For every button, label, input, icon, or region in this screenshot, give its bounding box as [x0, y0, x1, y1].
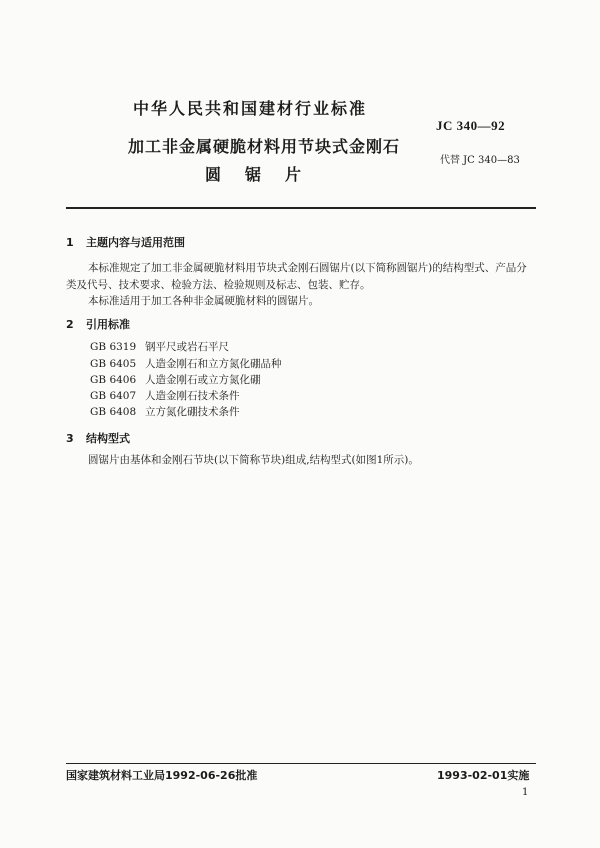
reference-item [90, 339, 229, 354]
reference-item [90, 388, 240, 403]
section-1-paragraph-1b: 类及代号、技术要求、检验方法、检验规则及标志、包装、贮存。 [66, 279, 371, 291]
reference-item [90, 356, 282, 371]
header-divider [66, 207, 536, 209]
reference-code: GB 6319 [90, 341, 137, 353]
section-1-heading [66, 234, 185, 250]
section-1-paragraph-2: 本标准适用于加工各种非金属硬脆材料的圆锯片。 [88, 295, 319, 307]
reference-title: 立方氮化硼技术条件 [145, 406, 240, 418]
reference-title: 人造金刚石和立方氮化硼品种 [145, 358, 282, 370]
effective-date: 1993-02-01实施 [437, 769, 530, 782]
section-1-title: 主题内容与适用范围 [86, 236, 185, 249]
page-number: 1 [522, 787, 529, 798]
section-1-paragraph-1a: 本标准规定了加工非金属硬脆材料用节块式金刚石圆锯片(以下简称圆锯片)的结构型式、产品分 [88, 262, 527, 274]
reference-code: GB 6405 [90, 358, 137, 370]
replaces-standard: 代替 JC 340—83 [440, 155, 520, 166]
section-3-number: 3 [66, 432, 74, 445]
section-2-heading [66, 316, 130, 332]
section-3-title: 结构型式 [86, 432, 130, 445]
section-2-number: 2 [66, 318, 74, 331]
document-title-line1: 加工非金属硬脆材料用节块式金刚石 [128, 137, 401, 156]
reference-code: GB 6408 [90, 406, 137, 418]
section-1-number: 1 [66, 236, 74, 249]
section-3-paragraph: 圆锯片由基体和金刚石节块(以下简称节块)组成,结构型式(如图1所示)。 [88, 454, 419, 466]
standard-code: JC 340—92 [436, 118, 506, 133]
reference-item [90, 404, 240, 419]
section-3-heading [66, 430, 130, 446]
industry-standard-title: 中华人民共和国建材行业标准 [133, 99, 368, 118]
reference-title: 钢平尺或岩石平尺 [145, 341, 229, 353]
reference-item [90, 372, 261, 387]
reference-code: GB 6407 [90, 390, 137, 402]
footer-divider [66, 763, 536, 764]
document-title-line2: 圆锯片 [205, 165, 326, 184]
approval-line: 国家建筑材料工业局1992-06-26批准 [66, 769, 258, 782]
reference-title: 人造金刚石技术条件 [145, 390, 240, 402]
reference-code: GB 6406 [90, 374, 137, 386]
section-2-title: 引用标准 [86, 318, 130, 331]
reference-title: 人造金刚石或立方氮化硼 [145, 374, 261, 386]
